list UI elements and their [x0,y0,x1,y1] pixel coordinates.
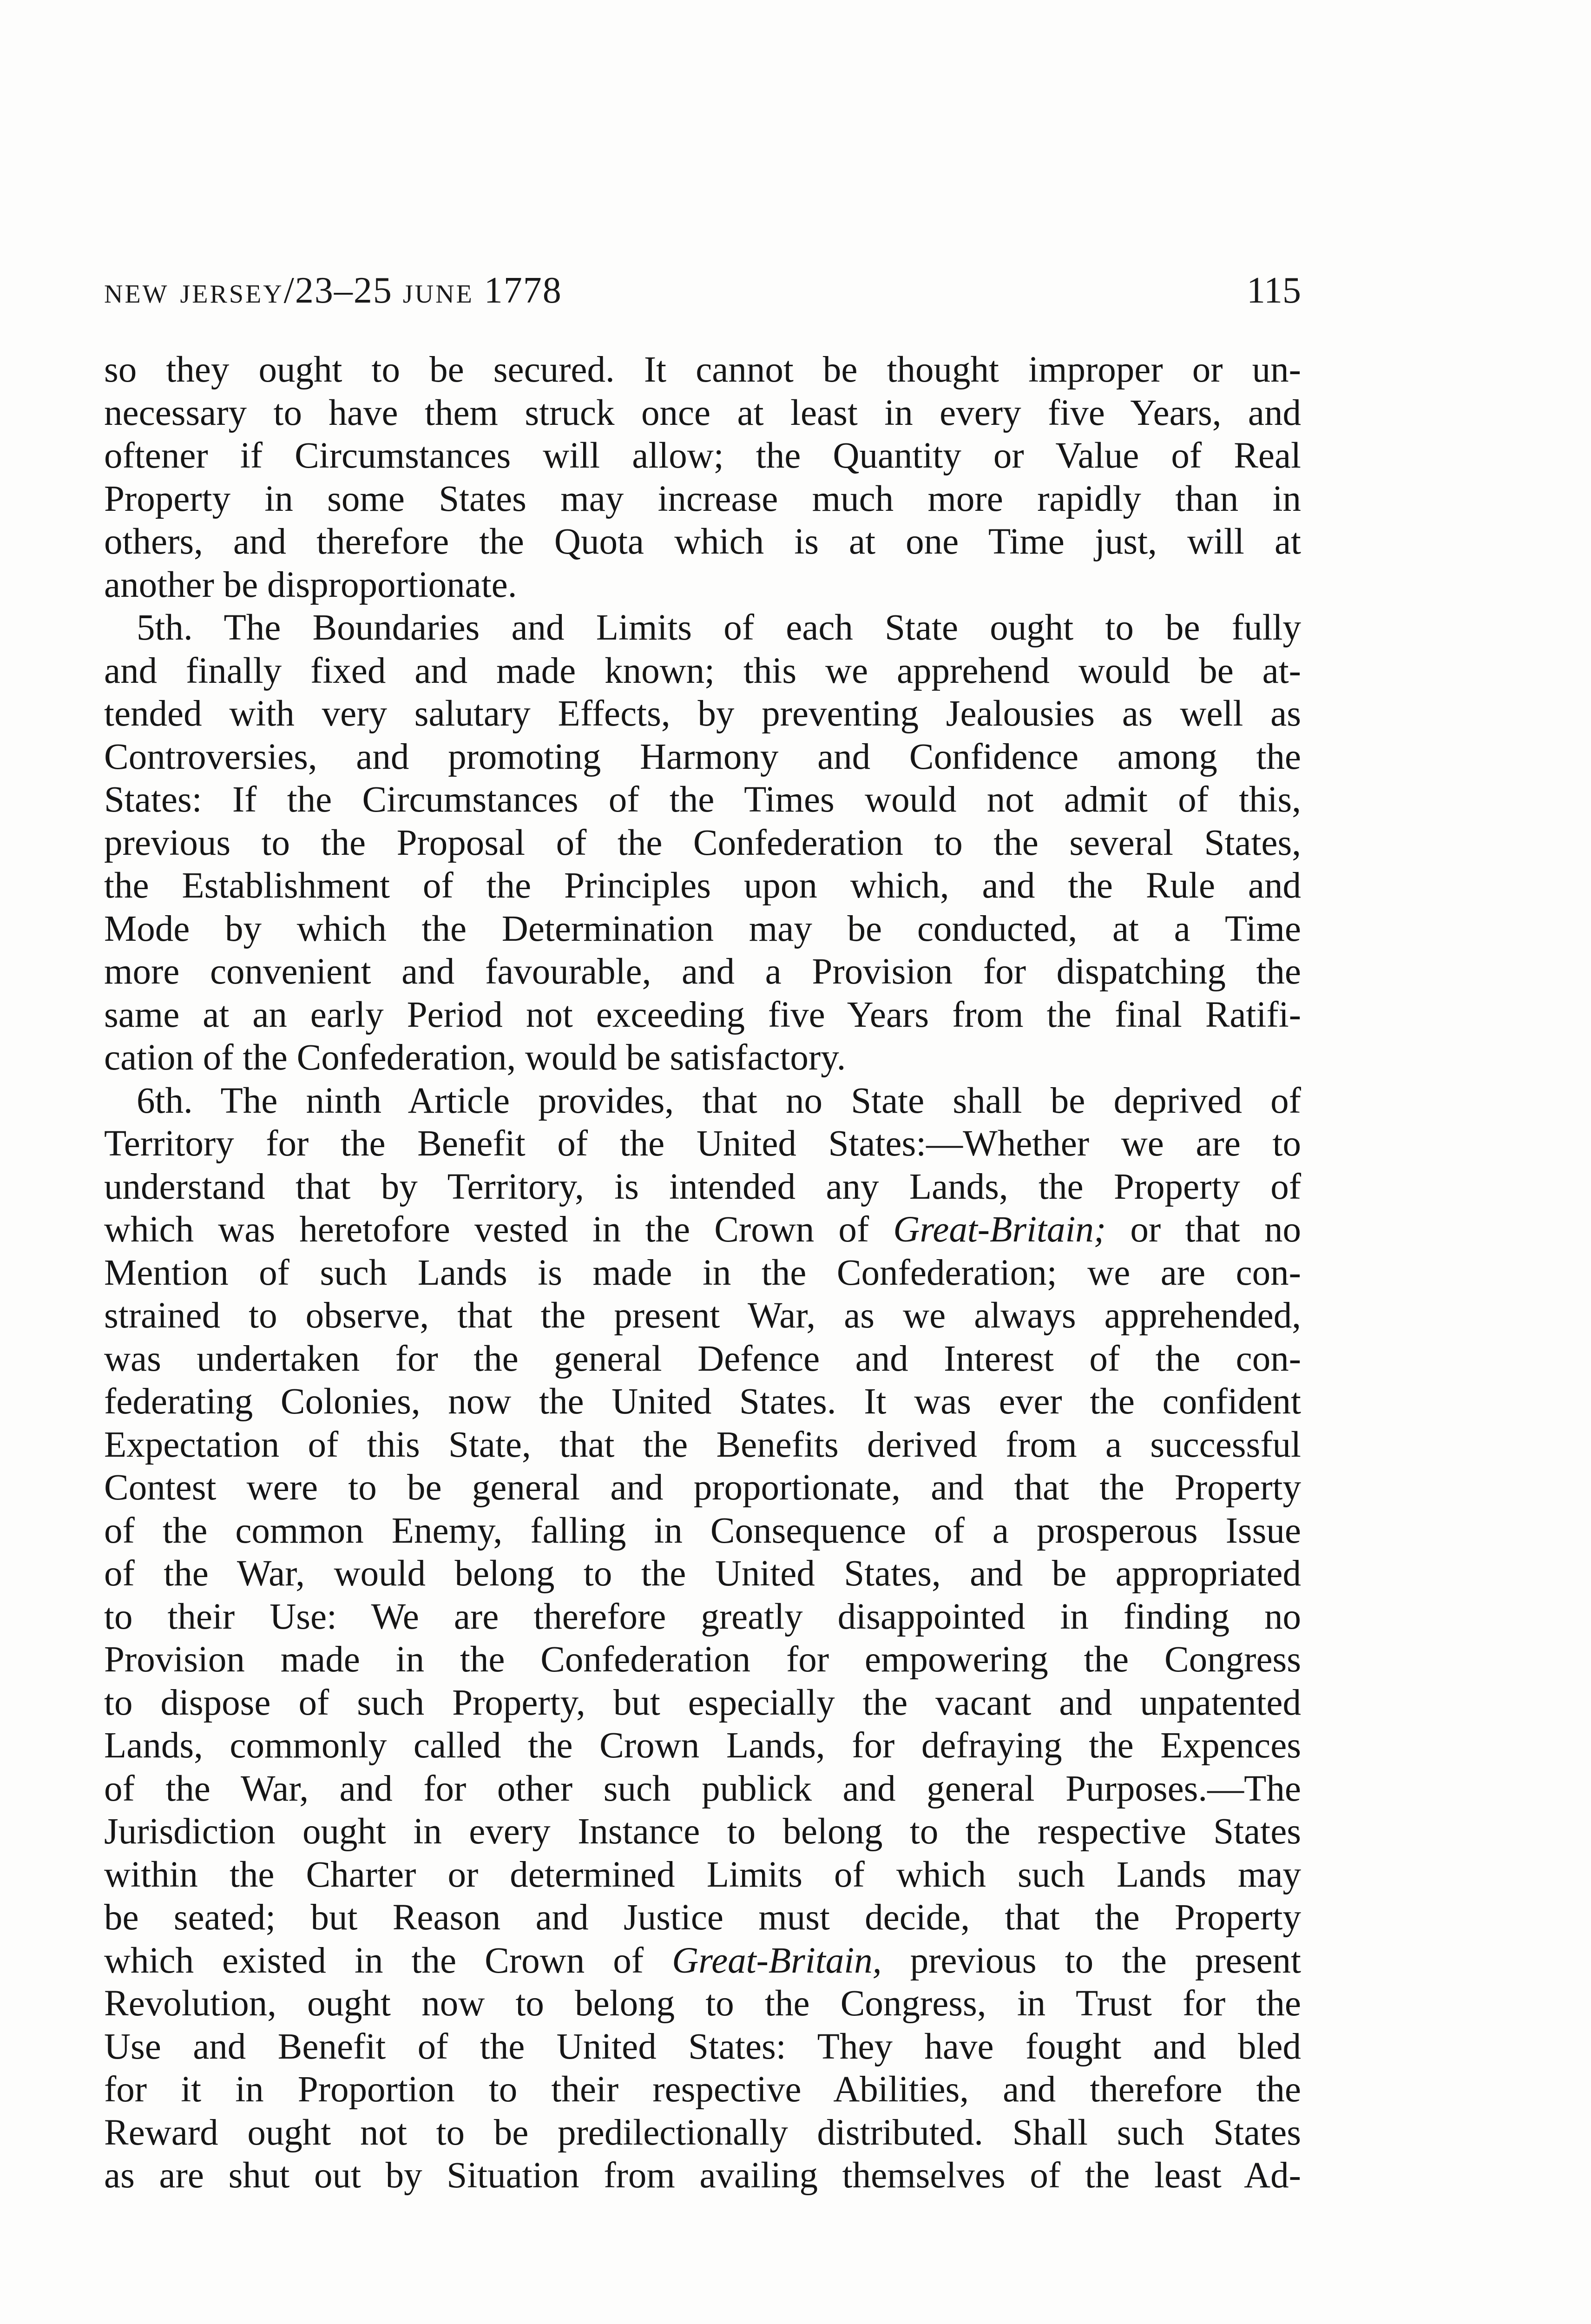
text-line [104,1940,1301,1983]
text-line: Expectation of this State, that the Benefits derived from a successful [104,1424,1301,1465]
text-line [104,1208,1301,1252]
text-line: Territory for the Benefit of the United States:—Whether we are to [104,1123,1301,1164]
running-head-month: june [402,270,474,311]
text-line: 5th. The Boundaries and Limits of each State ought to be fully [137,607,1301,648]
running-head-year: 1778 [484,270,562,311]
text-segment: or that no [1106,1209,1301,1250]
text-line: others, and therefore the Quota which is at one Time just, will at [104,522,1301,562]
text-line: to their Use: We are therefore greatly disappointed in finding no [104,1596,1301,1637]
text-line: for it in Proportion to their respective Abilities, and therefore the [104,2069,1301,2110]
text-line: more convenient and favourable, and a Provision for dispatching the [104,951,1301,992]
text-line: Mode by which the Determination may be conducted, at a Time [104,908,1301,949]
text-line: to dispose of such Property, but especially the vacant and unpatented [104,1682,1301,1723]
text-line: understand that by Territory, is intended any Lands, the Property of [104,1166,1301,1207]
text-line: tended with very salutary Effects, by preventing Jealousies as well as [104,693,1301,734]
text-line: of the War, and for other such publick and general Purposes.—The [104,1768,1301,1809]
text-line: Revolution, ought now to belong to the Congress, in Trust for the [104,1983,1301,2024]
text-line: States: If the Circumstances of the Times would not admit of this, [104,779,1301,820]
text-line: another be disproportionate. [104,564,517,605]
page-number: 115 [1246,270,1301,311]
text-segment: which was heretofore vested in the Crown of [104,1209,894,1250]
text-segment: previous to the present [881,1940,1302,1981]
text-line: Jurisdiction ought in every Instance to belong to the respective States [104,1811,1301,1852]
text-line: necessary to have them struck once at least in every five Years, and [104,392,1301,433]
text-line: the Establishment of the Principles upon which, and the Rule and [104,865,1301,906]
text-line: Use and Benefit of the United States: They have fought and bled [104,2026,1301,2067]
text-line: within the Charter or determined Limits of which such Lands may [104,1854,1301,1895]
text-line: Lands, commonly called the Crown Lands, for defraying the Expences [104,1725,1301,1766]
text-line: Controversies, and promoting Harmony and Confidence among the [104,736,1301,777]
text-line: as are shut out by Situation from availing themselves of the least Ad- [104,2155,1301,2196]
text-line: oftener if Circumstances will allow; the Quantity or Value of Real [104,436,1301,476]
text-line: strained to observe, that the present War, as we always apprehended, [104,1295,1301,1336]
text-line: Mention of such Lands is made in the Confederation; we are con- [104,1252,1301,1293]
body-text [104,349,1301,2198]
text-line: Reward ought not to be predilectionally distributed. Shall such States [104,2112,1301,2153]
text-segment: which existed in the Crown of [104,1940,672,1981]
running-head-state: new jersey [104,270,284,311]
text-line: and finally fixed and made known; this we apprehend would be at- [104,650,1301,691]
text-line: Property in some States may increase much more rapidly than in [104,478,1301,519]
text-line: 6th. The ninth Article provides, that no State shall be deprived of [137,1080,1301,1121]
text-line: Contest were to be general and proportionate, and that the Property [104,1467,1301,1508]
running-head-dates: /23–25 [283,270,393,311]
text-line: previous to the Proposal of the Confederation to the several States, [104,822,1301,863]
text-line: of the War, would belong to the United States, and be appropriated [104,1553,1301,1594]
italic-text: Great-Britain, [672,1940,882,1981]
text-line: so they ought to be secured. It cannot be thought improper or un- [104,350,1301,390]
running-head-title [104,270,562,312]
text-line: same at an early Period not exceeding five Years from the final Ratifi- [104,994,1301,1035]
running-head [104,270,1301,321]
italic-text: Great-Britain; [893,1209,1106,1250]
text-line: Provision made in the Confederation for empowering the Congress [104,1639,1301,1680]
text-line: cation of the Confederation, would be satisfactory. [104,1037,846,1078]
text-line: be seated; but Reason and Justice must decide, that the Property [104,1897,1301,1938]
text-line: of the common Enemy, falling in Consequence of a prosperous Issue [104,1510,1301,1551]
text-line: was undertaken for the general Defence and Interest of the con- [104,1338,1301,1379]
text-line: federating Colonies, now the United States. It was ever the confident [104,1381,1301,1422]
